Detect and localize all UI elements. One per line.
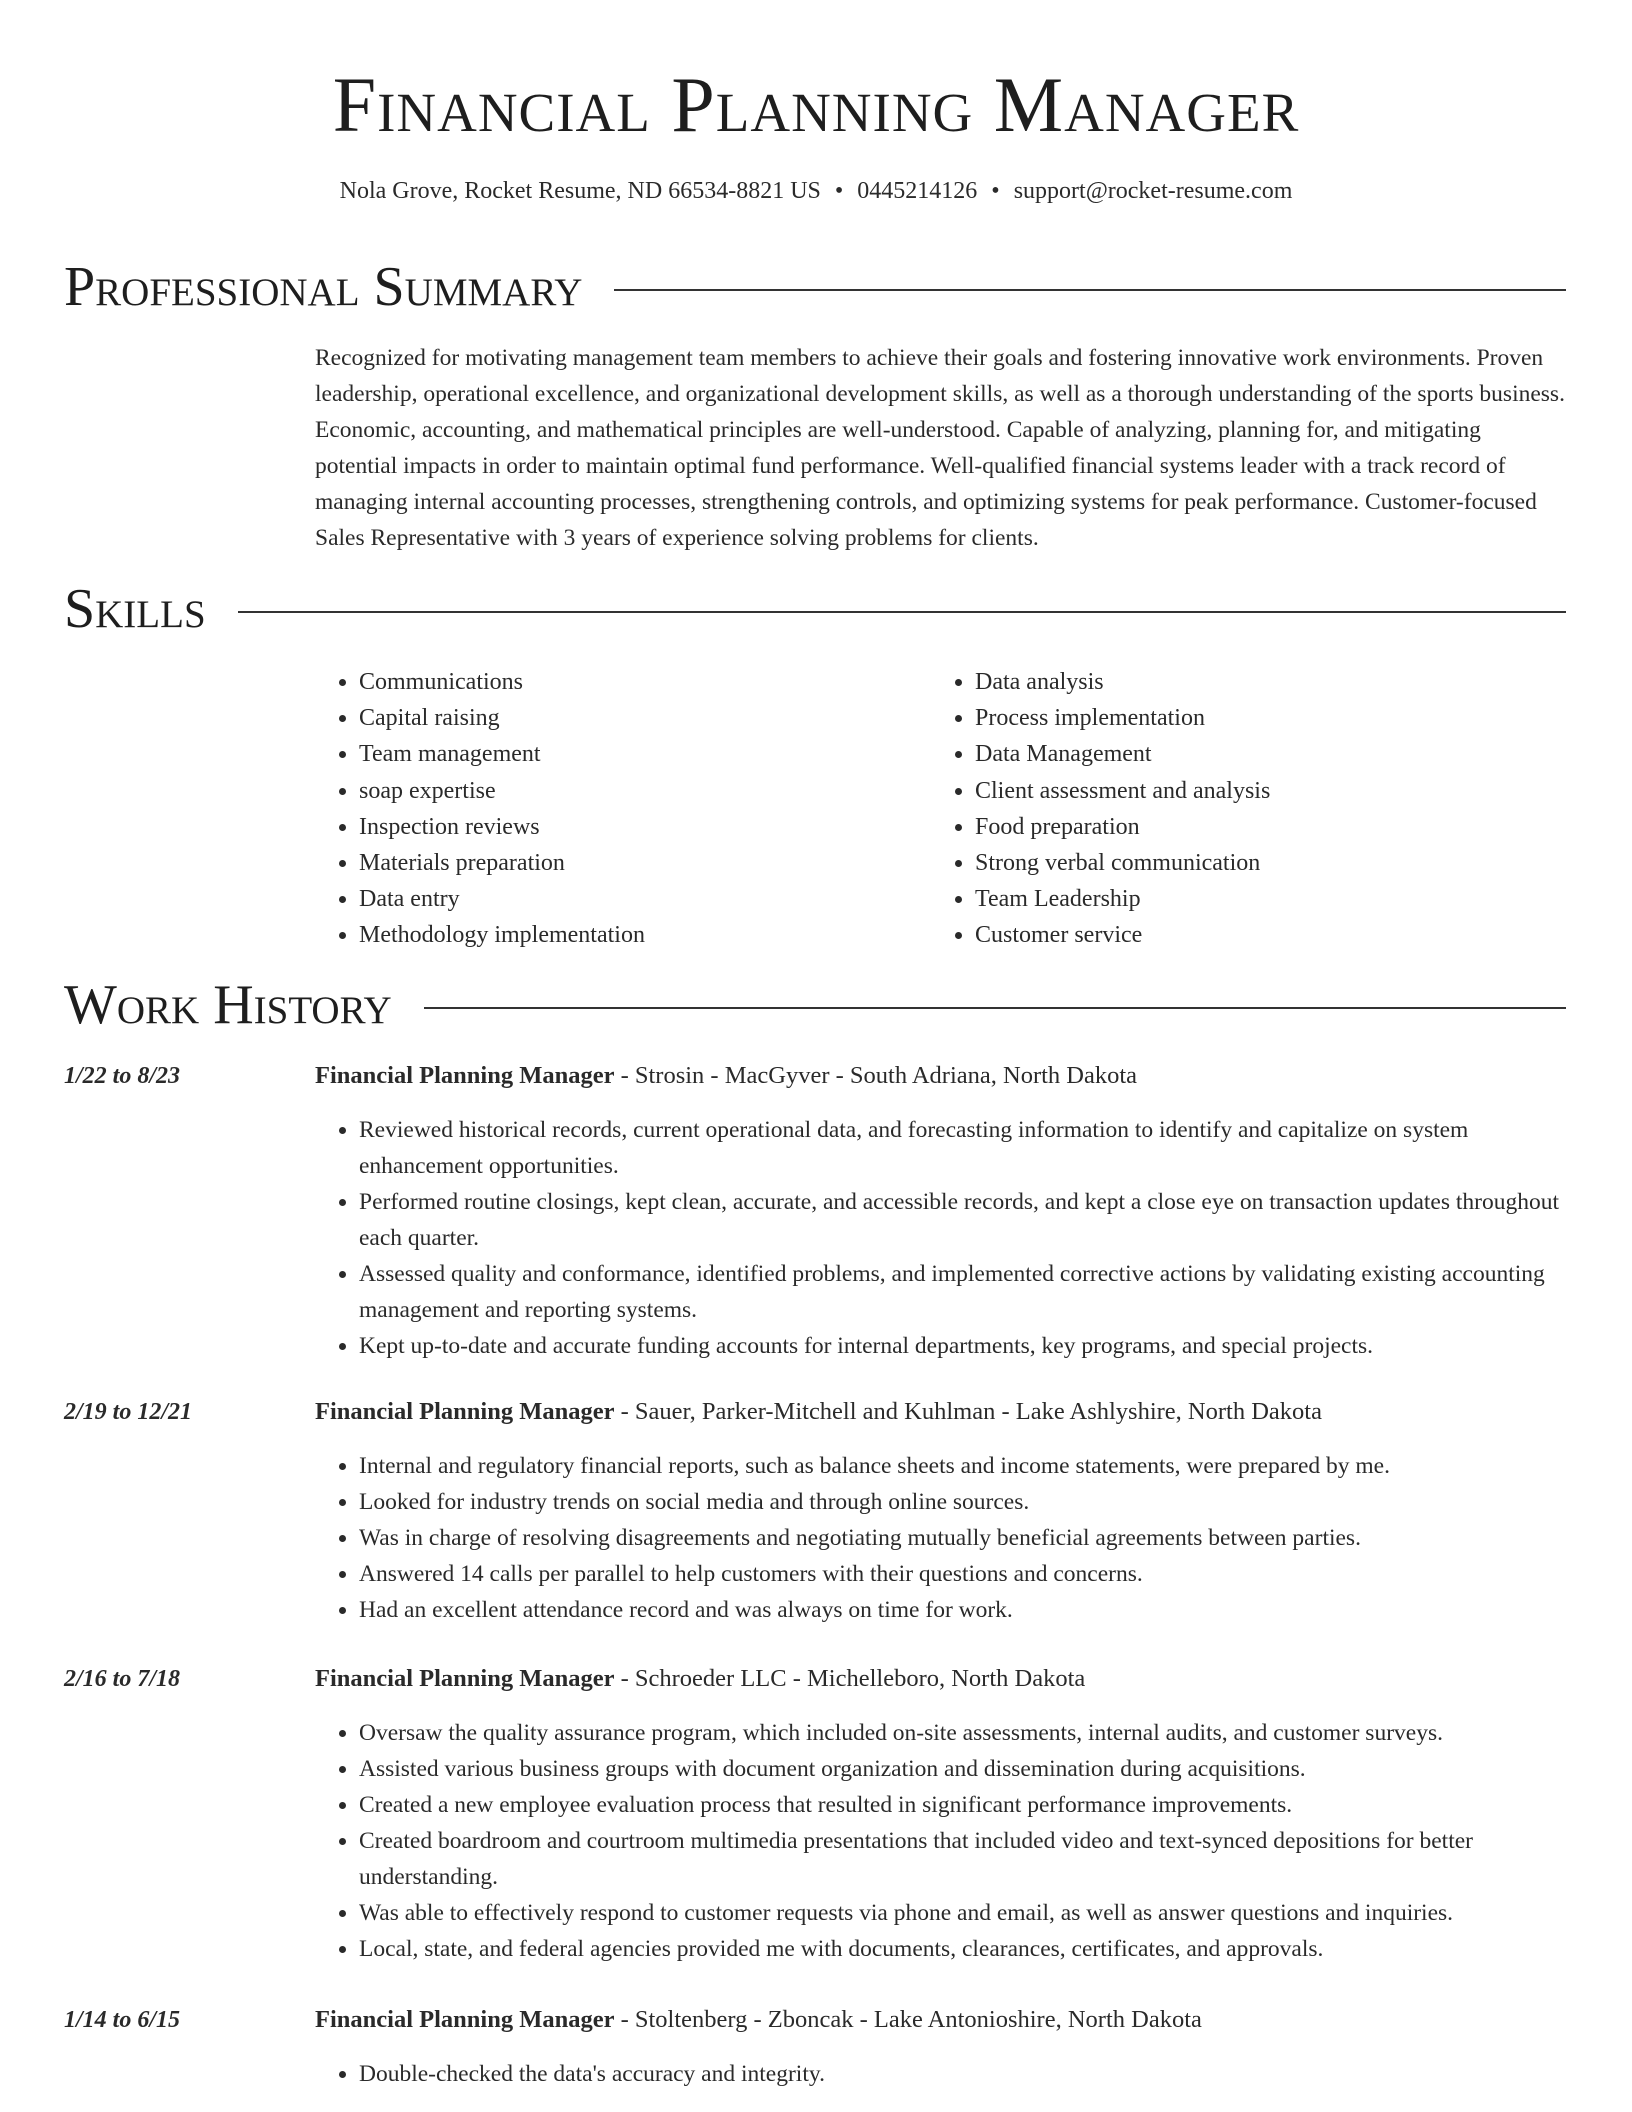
job-bullet: • Was able to effectively respond to customer requests via phone and email, as well as answer questions and inquiries. [359, 1895, 1566, 1931]
section-divider [614, 289, 1566, 291]
skills-list-left [315, 664, 645, 954]
job-bullets [315, 2056, 1566, 2092]
skill-item: • Strong verbal communication [975, 845, 1270, 881]
job-bullets [315, 1448, 1566, 1628]
summary-section-title: Professional Summary [64, 256, 583, 318]
resume-title: Financial Planning Manager [332, 61, 1300, 148]
job-bullet: • Performed routine closings, kept clean, accurate, and accessible records, and kept a close eye on transaction updates throughout each quarter. [359, 1184, 1566, 1256]
job-bullet: • Created a new employee evaluation process that resulted in significant performance improvements. [359, 1787, 1566, 1823]
job-dates: 2/16 to 7/18 [64, 1666, 181, 1692]
job-heading [315, 1394, 1566, 1430]
job-bullet: • Looked for industry trends on social media and through online sources. [359, 1484, 1566, 1520]
job-bullets [315, 1112, 1566, 1364]
job-role: Financial Planning Manager [315, 2006, 615, 2033]
skill-item: • Capital raising [359, 700, 645, 736]
job-bullet: • Was in charge of resolving disagreements and negotiating mutually beneficial agreements between parties. [359, 1520, 1566, 1556]
contact-separator: • [991, 178, 1000, 204]
job-employer-location: - Sauer, Parker-Mitchell and Kuhlman - Lake Ashlyshire, North Dakota [614, 1398, 1322, 1425]
job-heading [315, 2002, 1566, 2038]
job-dates: 1/14 to 6/15 [64, 2007, 181, 2033]
job-bullet: • Double-checked the data's accuracy and integrity. [359, 2056, 1566, 2092]
skill-item: • Team management [359, 736, 645, 772]
job-bullet: • Kept up-to-date and accurate funding accounts for internal departments, key programs, and special projects. [359, 1328, 1566, 1364]
contact-line [0, 174, 1632, 208]
job-bullet: • Reviewed historical records, current operational data, and forecasting information to identify and capitalize on system enhancement opportunities. [359, 1112, 1566, 1184]
job-bullet: • Assisted various business groups with document organization and dissemination during acquisitions. [359, 1751, 1566, 1787]
skill-item: • Communications [359, 664, 645, 700]
skill-item: • Data analysis [975, 664, 1270, 700]
skill-item: • Materials preparation [359, 845, 645, 881]
contact-email: support@rocket-resume.com [1013, 178, 1293, 204]
skill-item: • Customer service [975, 917, 1270, 953]
job-role: Financial Planning Manager [315, 1062, 615, 1089]
job-role: Financial Planning Manager [315, 1398, 615, 1425]
skill-item: • Food preparation [975, 809, 1270, 845]
job-bullet: • Local, state, and federal agencies provided me with documents, clearances, certificates, and approvals. [359, 1931, 1566, 1967]
job-bullet: • Internal and regulatory financial reports, such as balance sheets and income statements, were prepared by me. [359, 1448, 1566, 1484]
job-employer-location: - Strosin - MacGyver - South Adriana, North Dakota [614, 1062, 1138, 1089]
job-bullet: • Answered 14 calls per parallel to help customers with their questions and concerns. [359, 1556, 1566, 1592]
job-bullet: • Had an excellent attendance record and was always on time for work. [359, 1592, 1566, 1628]
skill-item: • Data Management [975, 736, 1270, 772]
job-employer-location: - Stoltenberg - Zboncak - Lake Antonioshire, North Dakota [614, 2006, 1202, 2033]
skill-item: • Team Leadership [975, 881, 1270, 917]
summary-text: Recognized for motivating management team members to achieve their goals and fostering innovative work environments. Proven leadership, operational excellence, and organizational development skills, as well as a thorough understanding of the sports business. Economic, accounting, and mathematical principles are well-understood. Capable of analyzing, planning for, and mitigating potential impacts in order to maintain optimal fund performance. Well-qualified financial systems leader with a track record of managing internal accounting processes, strengthening controls, and optimizing systems for peak performance. Customer-focused Sales Representative with 3 years of experience solving problems for clients. [315, 345, 1565, 551]
job-heading [315, 1058, 1566, 1094]
job-bullet: • Created boardroom and courtroom multimedia presentations that included video and text-synced depositions for better understanding. [359, 1823, 1566, 1895]
skill-item: • Data entry [359, 881, 645, 917]
job-bullets [315, 1715, 1566, 1967]
contact-separator: • [834, 178, 844, 204]
job-employer-location: - Schroeder LLC - Michelleboro, North Dakota [614, 1665, 1086, 1692]
skills-section-title: Skills [64, 578, 206, 640]
section-divider [424, 1007, 1566, 1009]
summary-section-header [64, 252, 1566, 322]
job-dates: 2/19 to 12/21 [64, 1399, 193, 1425]
skills-list-right [931, 664, 1270, 954]
skill-item: • Inspection reviews [359, 809, 645, 845]
job-bullet: • Oversaw the quality assurance program, which included on-site assessments, internal audits, and customer surveys. [359, 1715, 1566, 1751]
job-bullet: • Assessed quality and conformance, identified problems, and implemented corrective actions by validating existing accounting management and reporting systems. [359, 1256, 1566, 1328]
skill-item: • Client assessment and analysis [975, 773, 1270, 809]
work-section-header [64, 970, 1566, 1040]
skill-item: • Process implementation [975, 700, 1270, 736]
skill-item: • Methodology implementation [359, 917, 645, 953]
contact-address: Nola Grove, Rocket Resume, ND 66534-8821 US [339, 178, 821, 204]
job-heading [315, 1661, 1566, 1697]
contact-phone: 0445214126 [857, 178, 978, 204]
section-divider [238, 611, 1566, 613]
job-role: Financial Planning Manager [315, 1665, 615, 1692]
work-section-title: Work History [64, 974, 392, 1036]
skill-item: • soap expertise [359, 773, 645, 809]
skills-section-header [64, 574, 1566, 644]
job-dates: 1/22 to 8/23 [64, 1063, 181, 1089]
